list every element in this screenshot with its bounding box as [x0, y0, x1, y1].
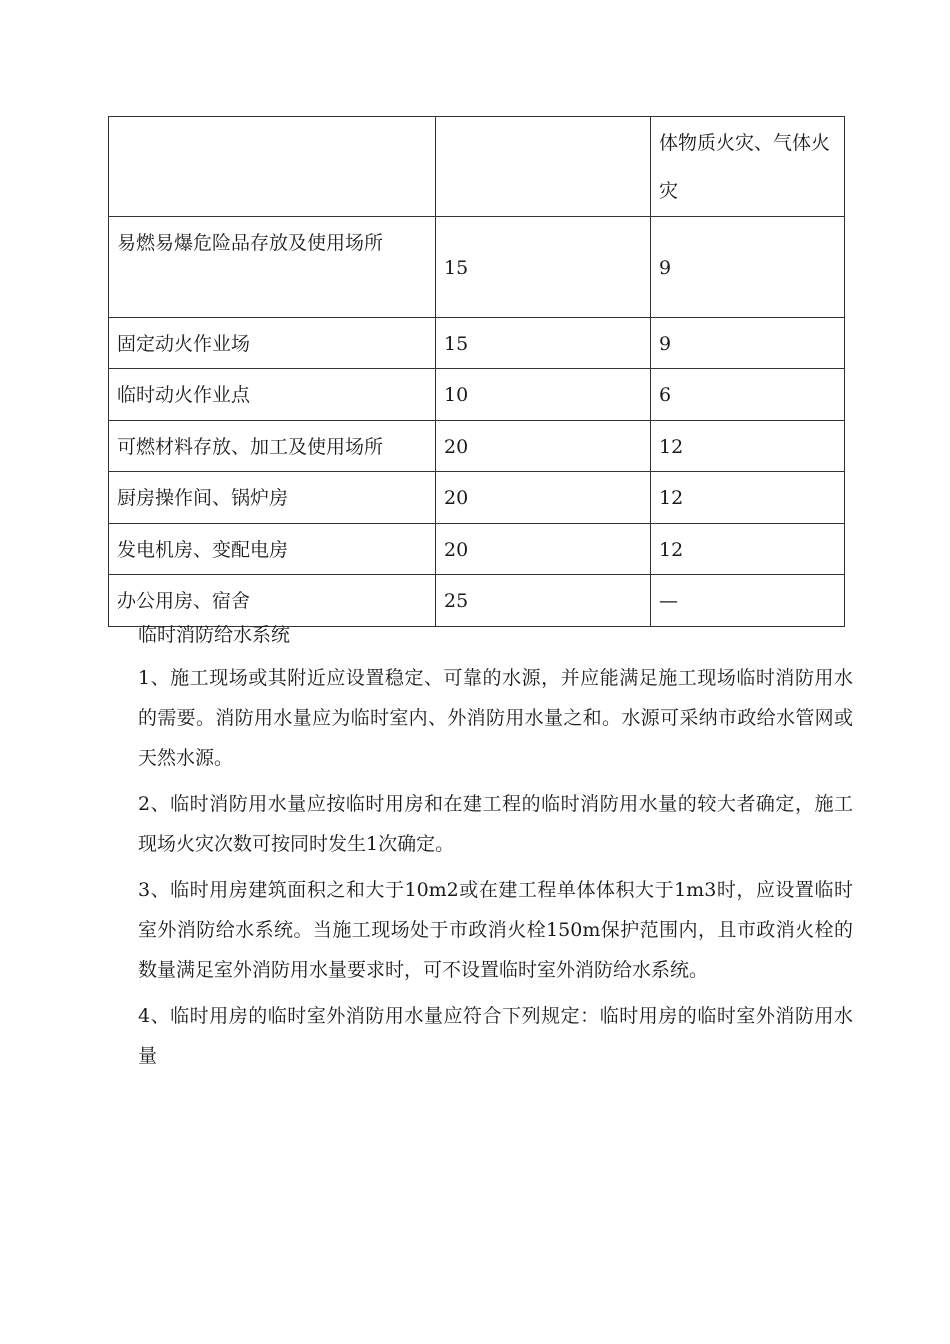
section-title: 临时消防给水系统 — [138, 624, 291, 646]
table-row — [109, 524, 845, 575]
table-row — [109, 217, 845, 318]
paragraph: 2、临时消防用水量应按临时用房和在建工程的临时消防用水量的较大者确定，施工现场火灾次数可按同时发生1次确定。 — [138, 793, 853, 855]
section-body — [138, 658, 853, 1082]
table-cell — [109, 117, 436, 217]
table-row — [109, 472, 845, 524]
table-cell-value: 9 — [651, 217, 845, 318]
table-cell-value: 20 — [436, 472, 651, 524]
paragraph: 1、施工现场或其附近应设置稳定、可靠的水源，并应能满足施工现场临时消防用水的需要。消防用水量应为临时室内、外消防用水量之和。水源可采纳市政给水管网或天然水源。 — [138, 667, 853, 769]
table-cell-place: 办公用房、宿舍 — [109, 575, 436, 627]
table-cell-value: — — [651, 575, 845, 627]
table-cell-place: 厨房操作间、锅炉房 — [109, 472, 436, 524]
table-row — [109, 369, 845, 421]
table-row — [109, 575, 845, 627]
table-cell-value: 9 — [651, 318, 845, 369]
table-cell-value: 20 — [436, 524, 651, 575]
table-cell-place: 易燃易爆危险品存放及使用场所 — [109, 217, 436, 318]
table-row — [109, 318, 845, 369]
table-cell: 体物质火灾、气体火灾 — [651, 117, 845, 217]
fire-distance-table — [108, 116, 845, 627]
table-cell-place: 发电机房、变配电房 — [109, 524, 436, 575]
table-cell — [436, 117, 651, 217]
paragraph: 4、临时用房的临时室外消防用水量应符合下列规定：临时用房的临时室外消防用水量 — [138, 1005, 853, 1067]
table-row — [109, 421, 845, 472]
table-cell-value: 12 — [651, 472, 845, 524]
table-cell-value: 12 — [651, 421, 845, 472]
table-cell-value: 6 — [651, 369, 845, 421]
table-cell-place: 临时动火作业点 — [109, 369, 436, 421]
paragraph: 3、临时用房建筑面积之和大于10m2或在建工程单体体积大于1m3时，应设置临时室外消防给水系统。当施工现场处于市政消火栓150m保护范围内，且市政消火栓的数量满足室外消防用水量要求时，可不设置临时室外消防给水系统。 — [138, 879, 853, 981]
table-cell-value: 25 — [436, 575, 651, 627]
table-cell-value: 10 — [436, 369, 651, 421]
table-header-row — [109, 117, 845, 217]
table-cell-value: 12 — [651, 524, 845, 575]
table-cell-place: 固定动火作业场 — [109, 318, 436, 369]
table-cell-value: 15 — [436, 318, 651, 369]
table-cell-value: 15 — [436, 217, 651, 318]
table-cell-place: 可燃材料存放、加工及使用场所 — [109, 421, 436, 472]
table-cell-value: 20 — [436, 421, 651, 472]
